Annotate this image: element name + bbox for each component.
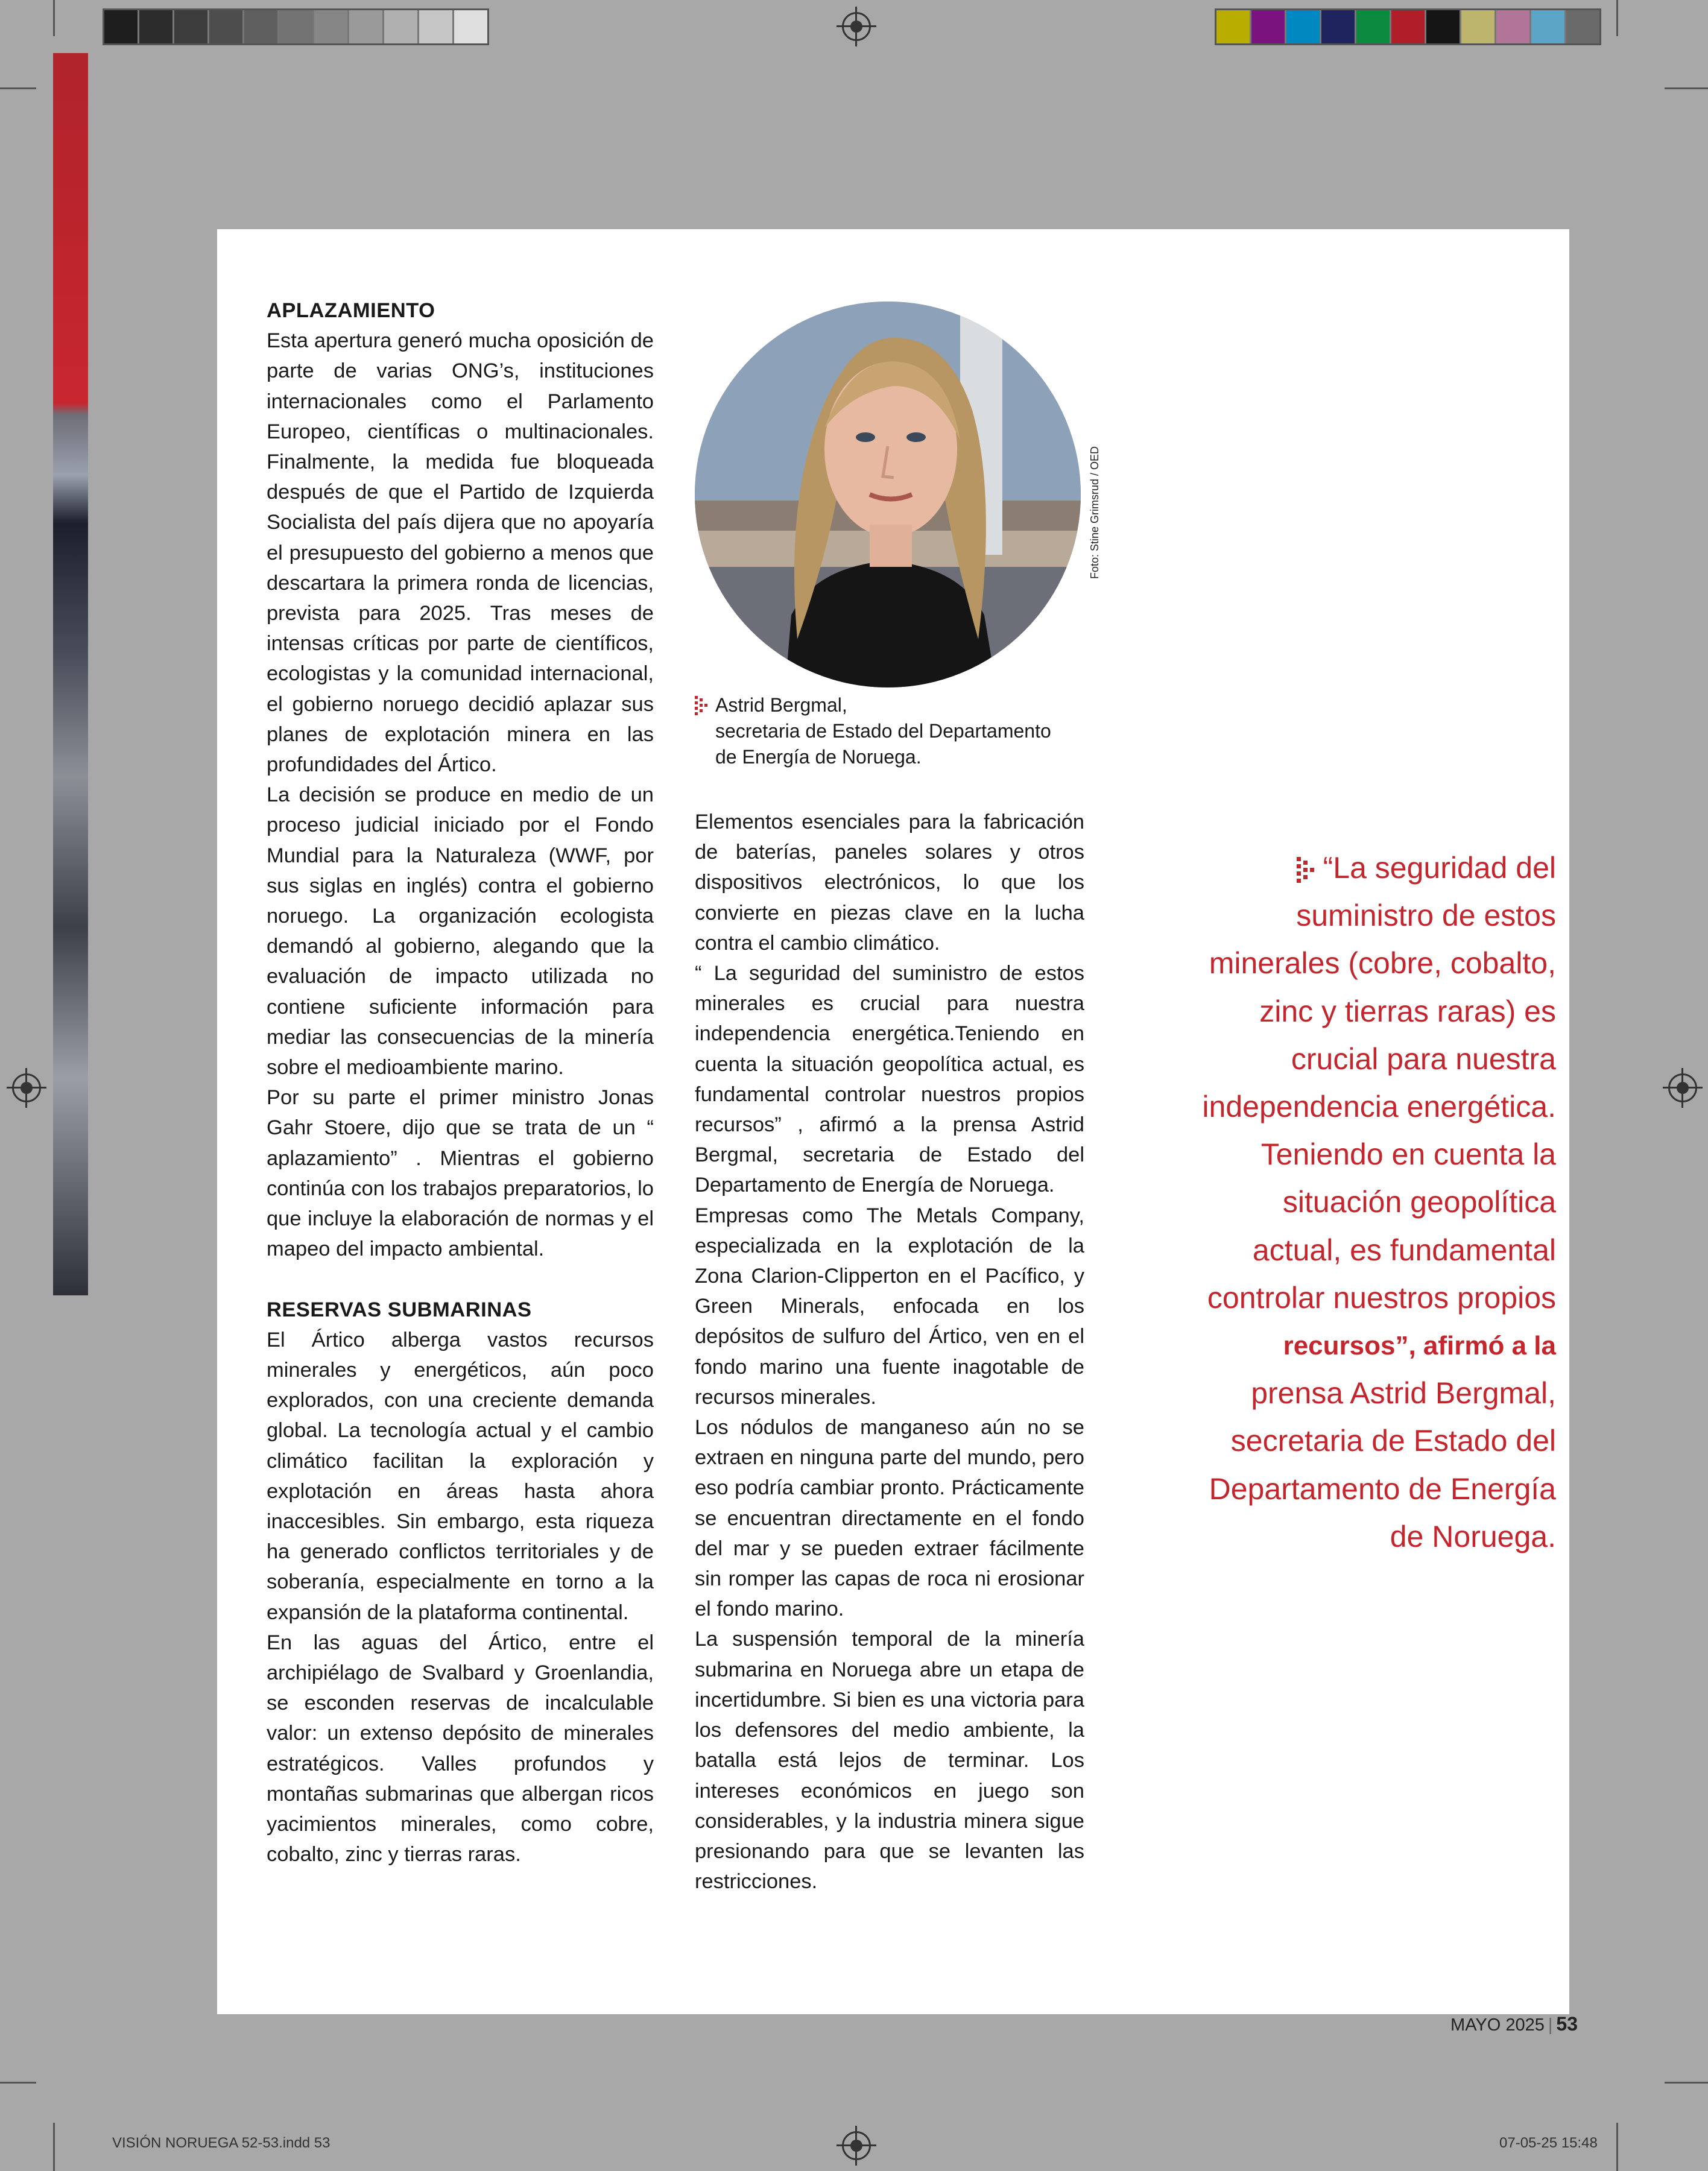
gray-swatch xyxy=(384,10,419,43)
pull-quote xyxy=(1134,844,1556,1561)
issue-date: MAYO 2025 xyxy=(1450,2015,1545,2035)
quote-dots-icon xyxy=(1297,857,1315,883)
pull-quote-line: suministro de estos xyxy=(1296,899,1556,933)
paragraph: Los nódulos de manganeso aún no se extraen en ninguna parte del mundo, pero eso podría cambiar pronto. Prácticamente se encuentran directamente en el fondo del mar y se pueden extraer fácilmente sin romper las capas de roca ni erosionar el fondo marino. xyxy=(695,1416,1084,1621)
pull-quote-line: de Noruega. xyxy=(1390,1519,1556,1553)
color-swatch xyxy=(1251,10,1286,43)
gray-swatch xyxy=(279,10,314,43)
crop-mark xyxy=(53,0,55,36)
registration-mark-bottom xyxy=(842,2131,871,2160)
crop-mark xyxy=(1665,2082,1708,2084)
folio-separator: | xyxy=(1548,2015,1553,2035)
gray-swatch xyxy=(314,10,349,43)
paragraph: Elementos esenciales para la fabricación de baterías, paneles solares y otros dispositivos electrónicos, lo que los convierte en piezas clave en la lucha contra el cambio climático. xyxy=(695,811,1084,955)
gray-swatch xyxy=(174,10,209,43)
color-swatch xyxy=(1286,10,1321,43)
pull-quote-line: independencia energética. xyxy=(1202,1090,1556,1124)
photo-caption xyxy=(695,692,1105,770)
gray-swatch xyxy=(209,10,244,43)
color-swatch xyxy=(1321,10,1356,43)
portrait-illustration xyxy=(695,302,1081,687)
registration-mark-right xyxy=(1668,1073,1697,1102)
paragraph: “ La seguridad del suministro de estos minerales es crucial para nuestra independencia energética.Teniendo en cuenta la situación geopolítica actual, es fundamental controlar nuestros propios recursos” , afirmó a la prensa Astrid Bergmal, secretaria de Estado del Departamento de Energía de Noruega. xyxy=(695,962,1084,1197)
color-swatch xyxy=(1566,10,1599,43)
middle-column xyxy=(695,807,1084,1897)
spine-photo-strip xyxy=(53,53,88,1295)
gray-swatch xyxy=(139,10,174,43)
color-swatch xyxy=(1216,10,1251,43)
pull-quote-line: prensa Astrid Bergmal, xyxy=(1251,1376,1556,1411)
color-swatch xyxy=(1531,10,1566,43)
color-swatch xyxy=(1461,10,1496,43)
crop-mark xyxy=(1665,87,1708,89)
paragraph: Empresas como The Metals Company, especializada en la explotación de la Zona Clarion-Clipperton en el Pacífico, y Green Minerals, enfocada en los depósitos de sulfuro del Ártico, ven en el fondo marino una fuente inagotable de recursos minerales. xyxy=(695,1204,1084,1409)
pull-quote-line: secretaria de Estado del xyxy=(1230,1424,1556,1458)
portrait-photo xyxy=(695,302,1081,687)
gray-swatch xyxy=(349,10,384,43)
gray-swatch xyxy=(454,10,487,43)
pull-quote-line: crucial para nuestra xyxy=(1291,1041,1556,1076)
color-swatch xyxy=(1426,10,1461,43)
color-swatch xyxy=(1496,10,1531,43)
bullet-dots-icon xyxy=(695,696,709,715)
paragraph: El Ártico alberga vastos recursos minerales y energéticos, aún poco explorados, con una creciente demanda global. La tecnología actual y el cambio climático facilitan la exploración y explotación en áreas hasta ahora inaccesibles. Sin embargo, esta riqueza ha generado conflictos territoriales y de soberanía, especialmente en torno a la expansión de la plataforma continental. xyxy=(267,1328,654,1624)
photo-credit: Foto: Stine Grimsrud / OED xyxy=(1089,446,1101,579)
registration-mark-top xyxy=(842,12,871,41)
paragraph: Por su parte el primer ministro Jonas Gahr Stoere, dijo que se trata de un “ aplazamiento” . Mientras el gobierno continúa con los trabajos preparatorios, lo que incluye la elaboración de normas y el mapeo del impacto ambiental. xyxy=(267,1086,654,1261)
section-heading-reservas: RESERVAS SUBMARINAS xyxy=(267,1298,532,1321)
pull-quote-line: actual, es fundamental xyxy=(1252,1233,1556,1267)
pull-quote-line: minerales (cobre, cobalto, xyxy=(1209,946,1556,981)
crop-mark xyxy=(0,87,36,89)
magazine-page xyxy=(217,229,1569,2014)
pull-quote-line: Teniendo en cuenta la xyxy=(1260,1137,1556,1172)
paragraph: En las aguas del Ártico, entre el archipiélago de Svalbard y Groenlandia, se esconden reservas de incalculable valor: un extenso depósito de minerales estratégicos. Valles profundos y montañas submarinas que albergan ricos yacimientos minerales, como cobre, cobalto, zinc y tierras raras. xyxy=(267,1631,654,1866)
gray-swatch xyxy=(419,10,454,43)
crop-mark xyxy=(1616,0,1618,36)
pull-quote-line: zinc y tierras raras) es xyxy=(1259,994,1556,1028)
crop-mark xyxy=(0,2082,36,2084)
caption-name: Astrid Bergmal, xyxy=(715,694,847,716)
grayscale-calibration-bar xyxy=(103,8,489,45)
pull-quote-line xyxy=(1134,844,1556,892)
paragraph: Esta apertura generó mucha oposición de parte de varias ONG’s, instituciones internacionales como el Parlamento Europeo, científicas o multinacionales. Finalmente, la medida fue bloqueada después de que el Partido de Izquierda Socialista del país dijera que no apoyaría el presupuesto del gobierno a menos que descartara la primera ronda de licencias, prevista para 2025. Tras meses de intensas críticas por parte de científicos, ecologistas y la comunidad internacional, el gobierno noruego decidió aplazar sus planes de explotación minera en las profundidades del Ártico. xyxy=(267,329,654,777)
paragraph: La suspensión temporal de la minería submarina en Noruega abre un etapa de incertidumbre. Si bien es una victoria para los defensores del medio ambiente, la batalla está lejos de terminar. Los intereses económicos en juego son considerables, y la industria minera sigue presionando para que se levanten las restricciones. xyxy=(695,1628,1084,1894)
folio xyxy=(1450,2013,1578,2035)
pull-quote-line-bold: recursos”, afirmó a la xyxy=(1283,1331,1556,1361)
pull-quote-text: “La seguridad del xyxy=(1323,851,1556,885)
pull-quote-line: Departamento de Energía xyxy=(1209,1471,1556,1506)
slug-timestamp: 07-05-25 15:48 xyxy=(1499,2135,1598,2151)
pull-quote-line: situación geopolítica xyxy=(1282,1185,1556,1219)
caption-role: secretaria de Estado del Departamento xyxy=(715,720,1051,742)
gray-swatch xyxy=(244,10,279,43)
section-heading-aplazamiento: APLAZAMIENTO xyxy=(267,299,435,322)
crop-mark xyxy=(53,2123,55,2171)
registration-mark-left xyxy=(12,1073,41,1102)
pull-quote-line: controlar nuestros propios xyxy=(1207,1280,1556,1315)
color-swatch xyxy=(1391,10,1426,43)
slug-filename: VISIÓN NORUEGA 52-53.indd 53 xyxy=(112,2135,331,2151)
color-swatch xyxy=(1356,10,1391,43)
left-column xyxy=(267,295,654,1869)
color-calibration-bar xyxy=(1215,8,1601,45)
caption-role: de Energía de Noruega. xyxy=(715,746,922,768)
paragraph: La decisión se produce en medio de un proceso judicial iniciado por el Fondo Mundial para la Naturaleza (WWF, por sus siglas en inglés) contra el gobierno noruego. La organización ecologista demandó al gobierno, alegando que la evaluación de impacto utilizada no contiene suficiente información para mediar las consecuencias de la minería sobre el medioambiente marino. xyxy=(267,783,654,1079)
gray-swatch xyxy=(104,10,139,43)
crop-mark xyxy=(1616,2123,1618,2171)
page-number: 53 xyxy=(1556,2013,1578,2035)
